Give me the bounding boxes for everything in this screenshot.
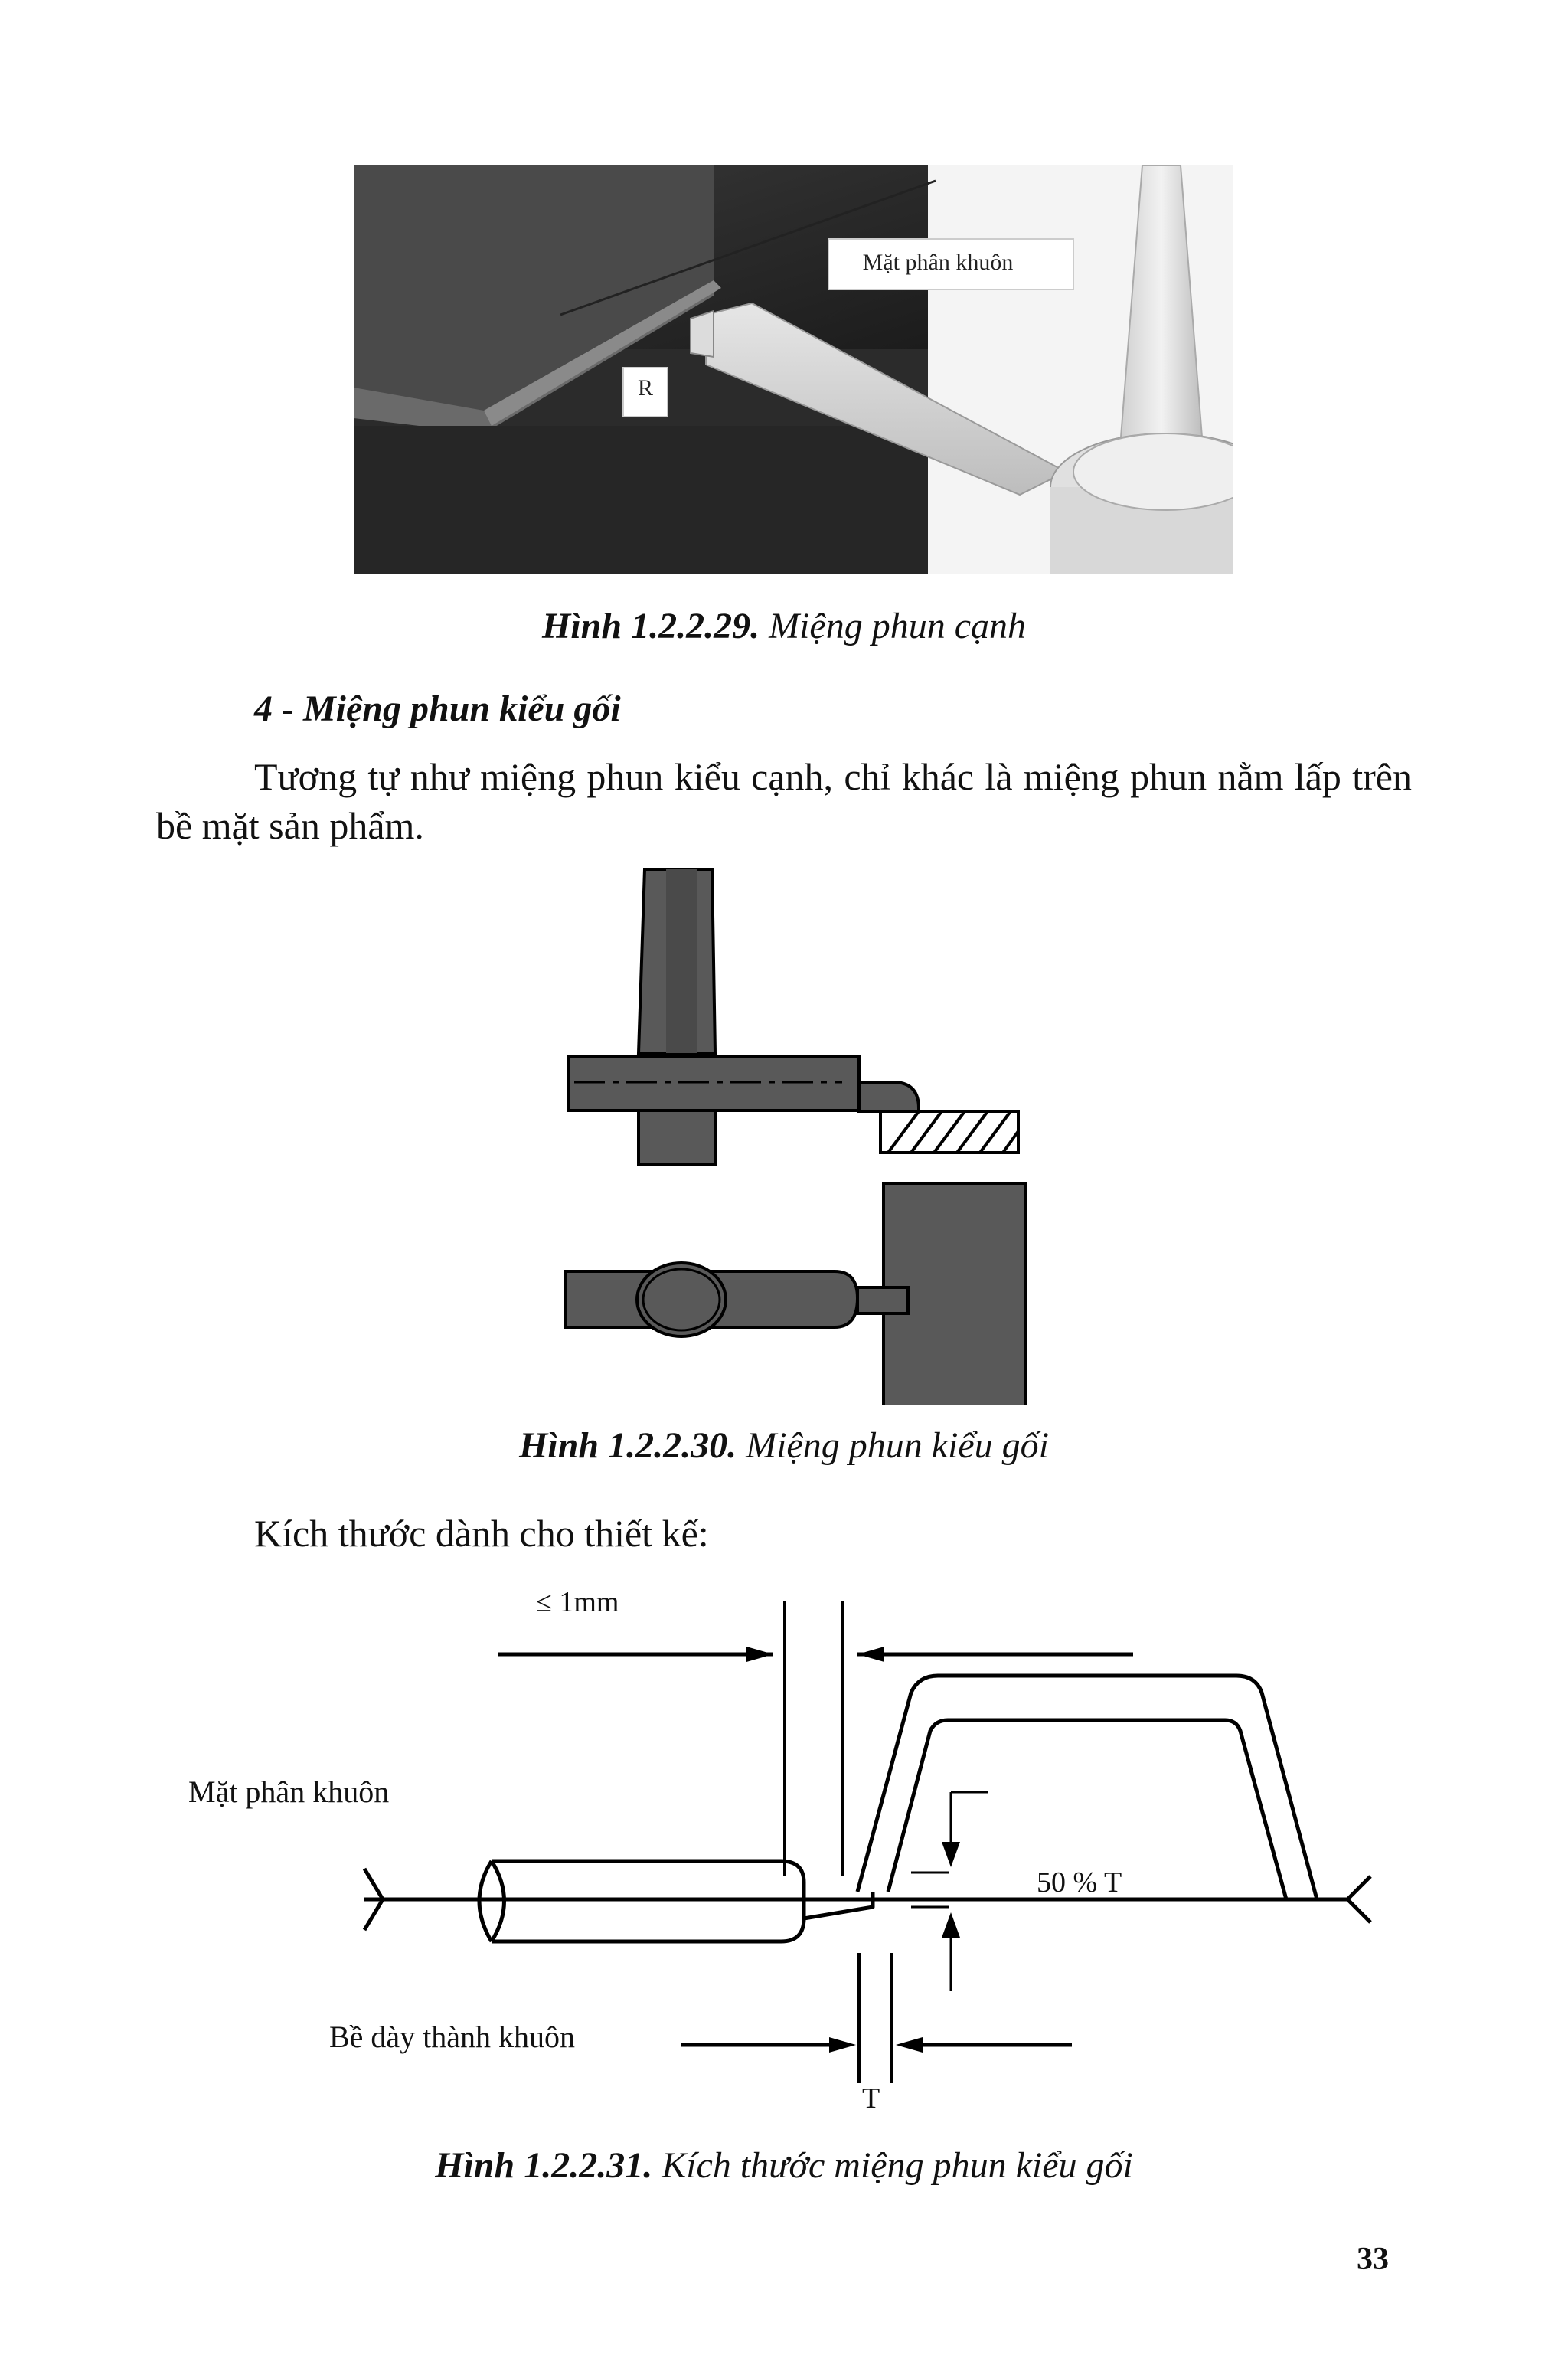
gap-dimension-label: ≤ 1mm bbox=[536, 1586, 619, 1618]
percent-t-label: 50 % T bbox=[1037, 1866, 1122, 1899]
section-heading: 4 - Miệng phun kiểu gối bbox=[254, 689, 621, 729]
thickness-t-label: T bbox=[862, 2082, 880, 2115]
wall-thickness-label: Bề dày thành khuôn bbox=[329, 2020, 576, 2054]
figure-title: Miệng phun cạnh bbox=[760, 606, 1026, 646]
figure-number: Hình 1.2.2.31. bbox=[435, 2145, 653, 2186]
figure-caption-1 bbox=[0, 605, 1568, 647]
figure-caption-2 bbox=[0, 1425, 1568, 1467]
figure-number: Hình 1.2.2.30. bbox=[519, 1425, 737, 1466]
dimensions-intro: Kích thước dành cho thiết kế: bbox=[254, 1512, 709, 1555]
parting-line-label: Mặt phân khuôn bbox=[188, 1775, 390, 1809]
overlap-gate-drawing bbox=[559, 862, 1034, 1405]
figure-number: Hình 1.2.2.29. bbox=[542, 606, 760, 646]
figure-title: Miệng phun kiểu gối bbox=[737, 1425, 1049, 1466]
figure-caption-3 bbox=[0, 2144, 1568, 2187]
page-number: 33 bbox=[1357, 2242, 1389, 2277]
parting-line-label: Mặt phân khuôn bbox=[862, 250, 1014, 275]
figure-title: Kích thước miệng phun kiểu gối bbox=[652, 2145, 1133, 2186]
section-paragraph: Tương tự như miệng phun kiểu cạnh, chỉ khác là miệng phun nằm lấp trên bề mặt sản phẩm. bbox=[156, 755, 1412, 847]
radius-label: R bbox=[637, 375, 653, 401]
edge-gate-render bbox=[354, 165, 1233, 574]
